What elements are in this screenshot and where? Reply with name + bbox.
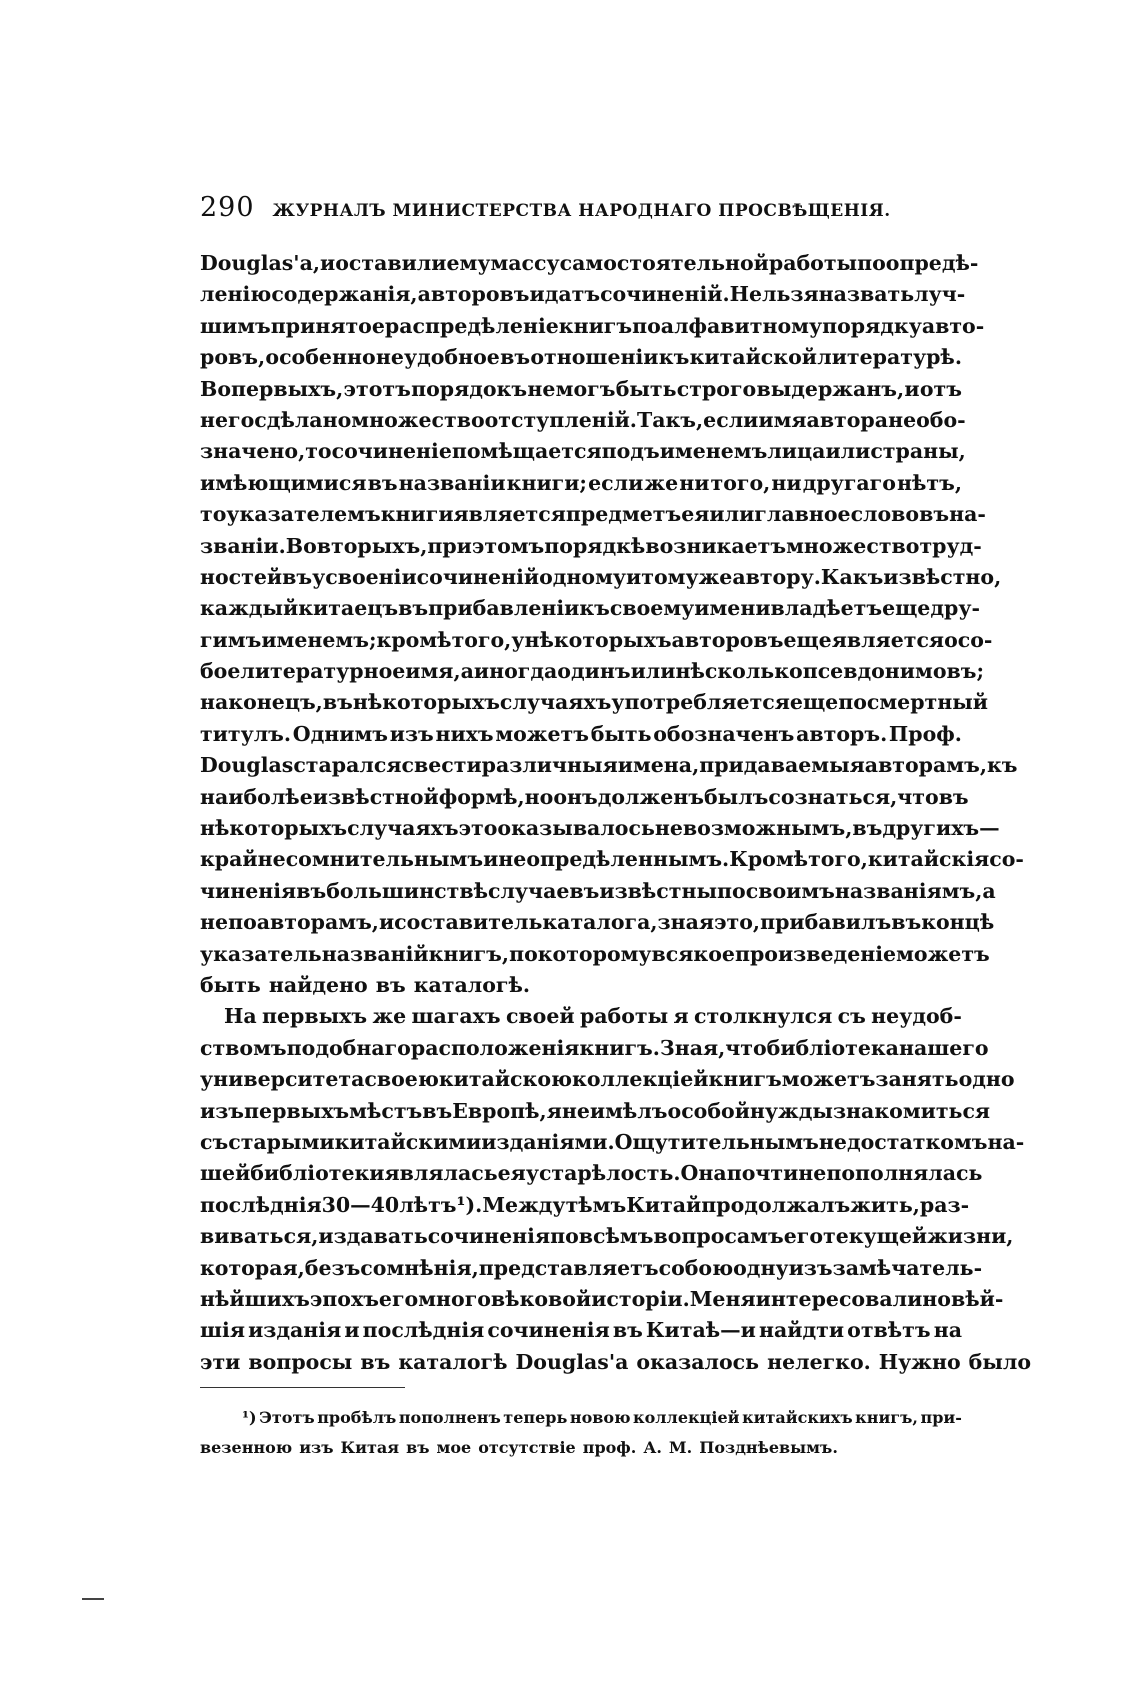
text-line: наиболѣе извѣстной формѣ, но онъ долженъ былъ сознаться, что въ [200,784,969,809]
text-line: Douglas старался свести различныя имена, придаваемыя авторамъ, къ [200,753,1018,778]
text-line: шія изданія и послѣднія сочиненія въ Китаѣ—и найдти отвѣтъ на [200,1318,962,1343]
text-line: значено, то сочиненіе помѣщается подъ именемъ лица или страны, [200,439,966,464]
text-line: крайне сомнительнымъ и неопредѣленнымъ. Кромѣ того, китайскія со- [200,847,1024,872]
text-line: каждый китаецъ въ прибавленіи къ своему имени владѣетъ еще дру- [200,596,980,621]
text-line: то указателемъ книги является предметъ ея или главное слово въ на- [200,502,986,527]
main-text [200,248,1032,1378]
text-line: шей библіотеки являлась ея устарѣлость. Она почти не пополнялась [200,1161,983,1186]
journal-title: ЖУРНАЛЪ МИНИСТЕРСТВА НАРОДНАГО ПРОСВѢЩЕНІЯ. [272,201,891,221]
running-head [200,192,962,228]
text-line: быть найдено въ каталогѣ. [200,972,531,997]
margin-mark [82,1598,104,1600]
text-line: званіи. Вовторыхъ, при этомъ порядкѣ возникаетъ множество труд- [200,533,982,558]
text-line: ленію содержанія, авторовъ и датъ сочиненій. Нельзя назвать луч- [200,282,966,307]
text-line: наконецъ, въ нѣкоторыхъ случаяхъ употребляется еще посмертный [200,690,988,715]
text-line: указатель названій книгъ, по которому всякое произведеніе можетъ [200,941,990,966]
text-line: ностей въ усвоеніи сочиненій одному и тому же автору. Какъ извѣстно, [200,564,1002,589]
text-line: ровъ, особенно неудобное въ отношеніи къ китайской литературѣ. [200,345,962,370]
footnote-line: ¹) Этотъ пробѣлъ пополненъ теперь новою коллекціей китайскихъ книгъ, при- [242,1408,962,1427]
text-line: Douglas'a, и оставили ему массу самостоятельной работы по опредѣ- [200,251,979,275]
text-line: университета своею китайскою коллекціей книгъ можетъ занять одно [200,1067,1015,1092]
text-line: виваться, издавать сочиненія по всѣмъ вопросамъ его текущей жизни, [200,1224,1014,1249]
text-line: чиненія въ большинствѣ случаевъ извѣстны по своимъ названіямъ, а [200,878,996,903]
text-line: бое литературное имя, а иногда одинъ или нѣсколько псевдонимовъ; [200,659,985,684]
text-line: гимъ именемъ; кромѣ того, у нѣкоторыхъ авторовъ еще является осо- [200,627,993,652]
text-line: нѣйшихъ эпохъ его многовѣковой исторіи. Меня интересовали новѣй- [200,1286,1004,1311]
text-line: имѣющимися въ названіи книги; если же ни того, ни другаго нѣтъ, [200,470,962,495]
text-line: ствомъ подобнаго расположенія книгъ. Зная, что библіотека нашего [200,1035,989,1060]
page-number: 290 [200,192,255,223]
footnote [200,1403,962,1463]
text-line: не по авторамъ, и составитель каталога, зная это, прибавилъ въ концѣ [200,910,995,935]
text-line: нѣкоторыхъ случаяхъ это оказывалось невозможнымъ, въ другихъ— [200,816,1000,841]
text-line: съ старыми китайскими изданіями. Ощутительнымъ недостаткомъ на- [200,1129,1025,1154]
text-line: него сдѣлано множество отступленій. Такъ, если имя автора не обо- [200,407,966,432]
text-line: титулъ. Однимъ изъ нихъ можетъ быть обозначенъ авторъ. Проф. [200,721,962,746]
text-line: которая, безъ сомнѣнія, представляетъ собою одну изъ замѣчатель- [200,1255,983,1280]
text-line: послѣднія 30—40 лѣтъ ¹). Между тѣмъ Китай продолжалъ жить, раз- [200,1192,970,1217]
text-line: На первыхъ же шагахъ своей работы я столкнулся съ неудоб- [224,1004,962,1029]
footnote-line: везенною изъ Китая въ мое отсутствіе проф. А. М. Позднѣевымъ. [200,1438,838,1457]
text-line: изъ первыхъ мѣстъ въ Европѣ, я не имѣлъ особой нужды знакомиться [200,1098,991,1123]
footnote-divider [200,1387,405,1388]
text-line: Вопервыхъ, этотъ порядокъ не могъ быть строго выдержанъ, и отъ [200,376,962,401]
text-line: шимъ принятое распредѣленіе книгъ по алфавитному порядку авто- [200,313,985,338]
text-line: эти вопросы въ каталогѣ Douglas'a оказалось нелегко. Нужно было [200,1349,1032,1374]
